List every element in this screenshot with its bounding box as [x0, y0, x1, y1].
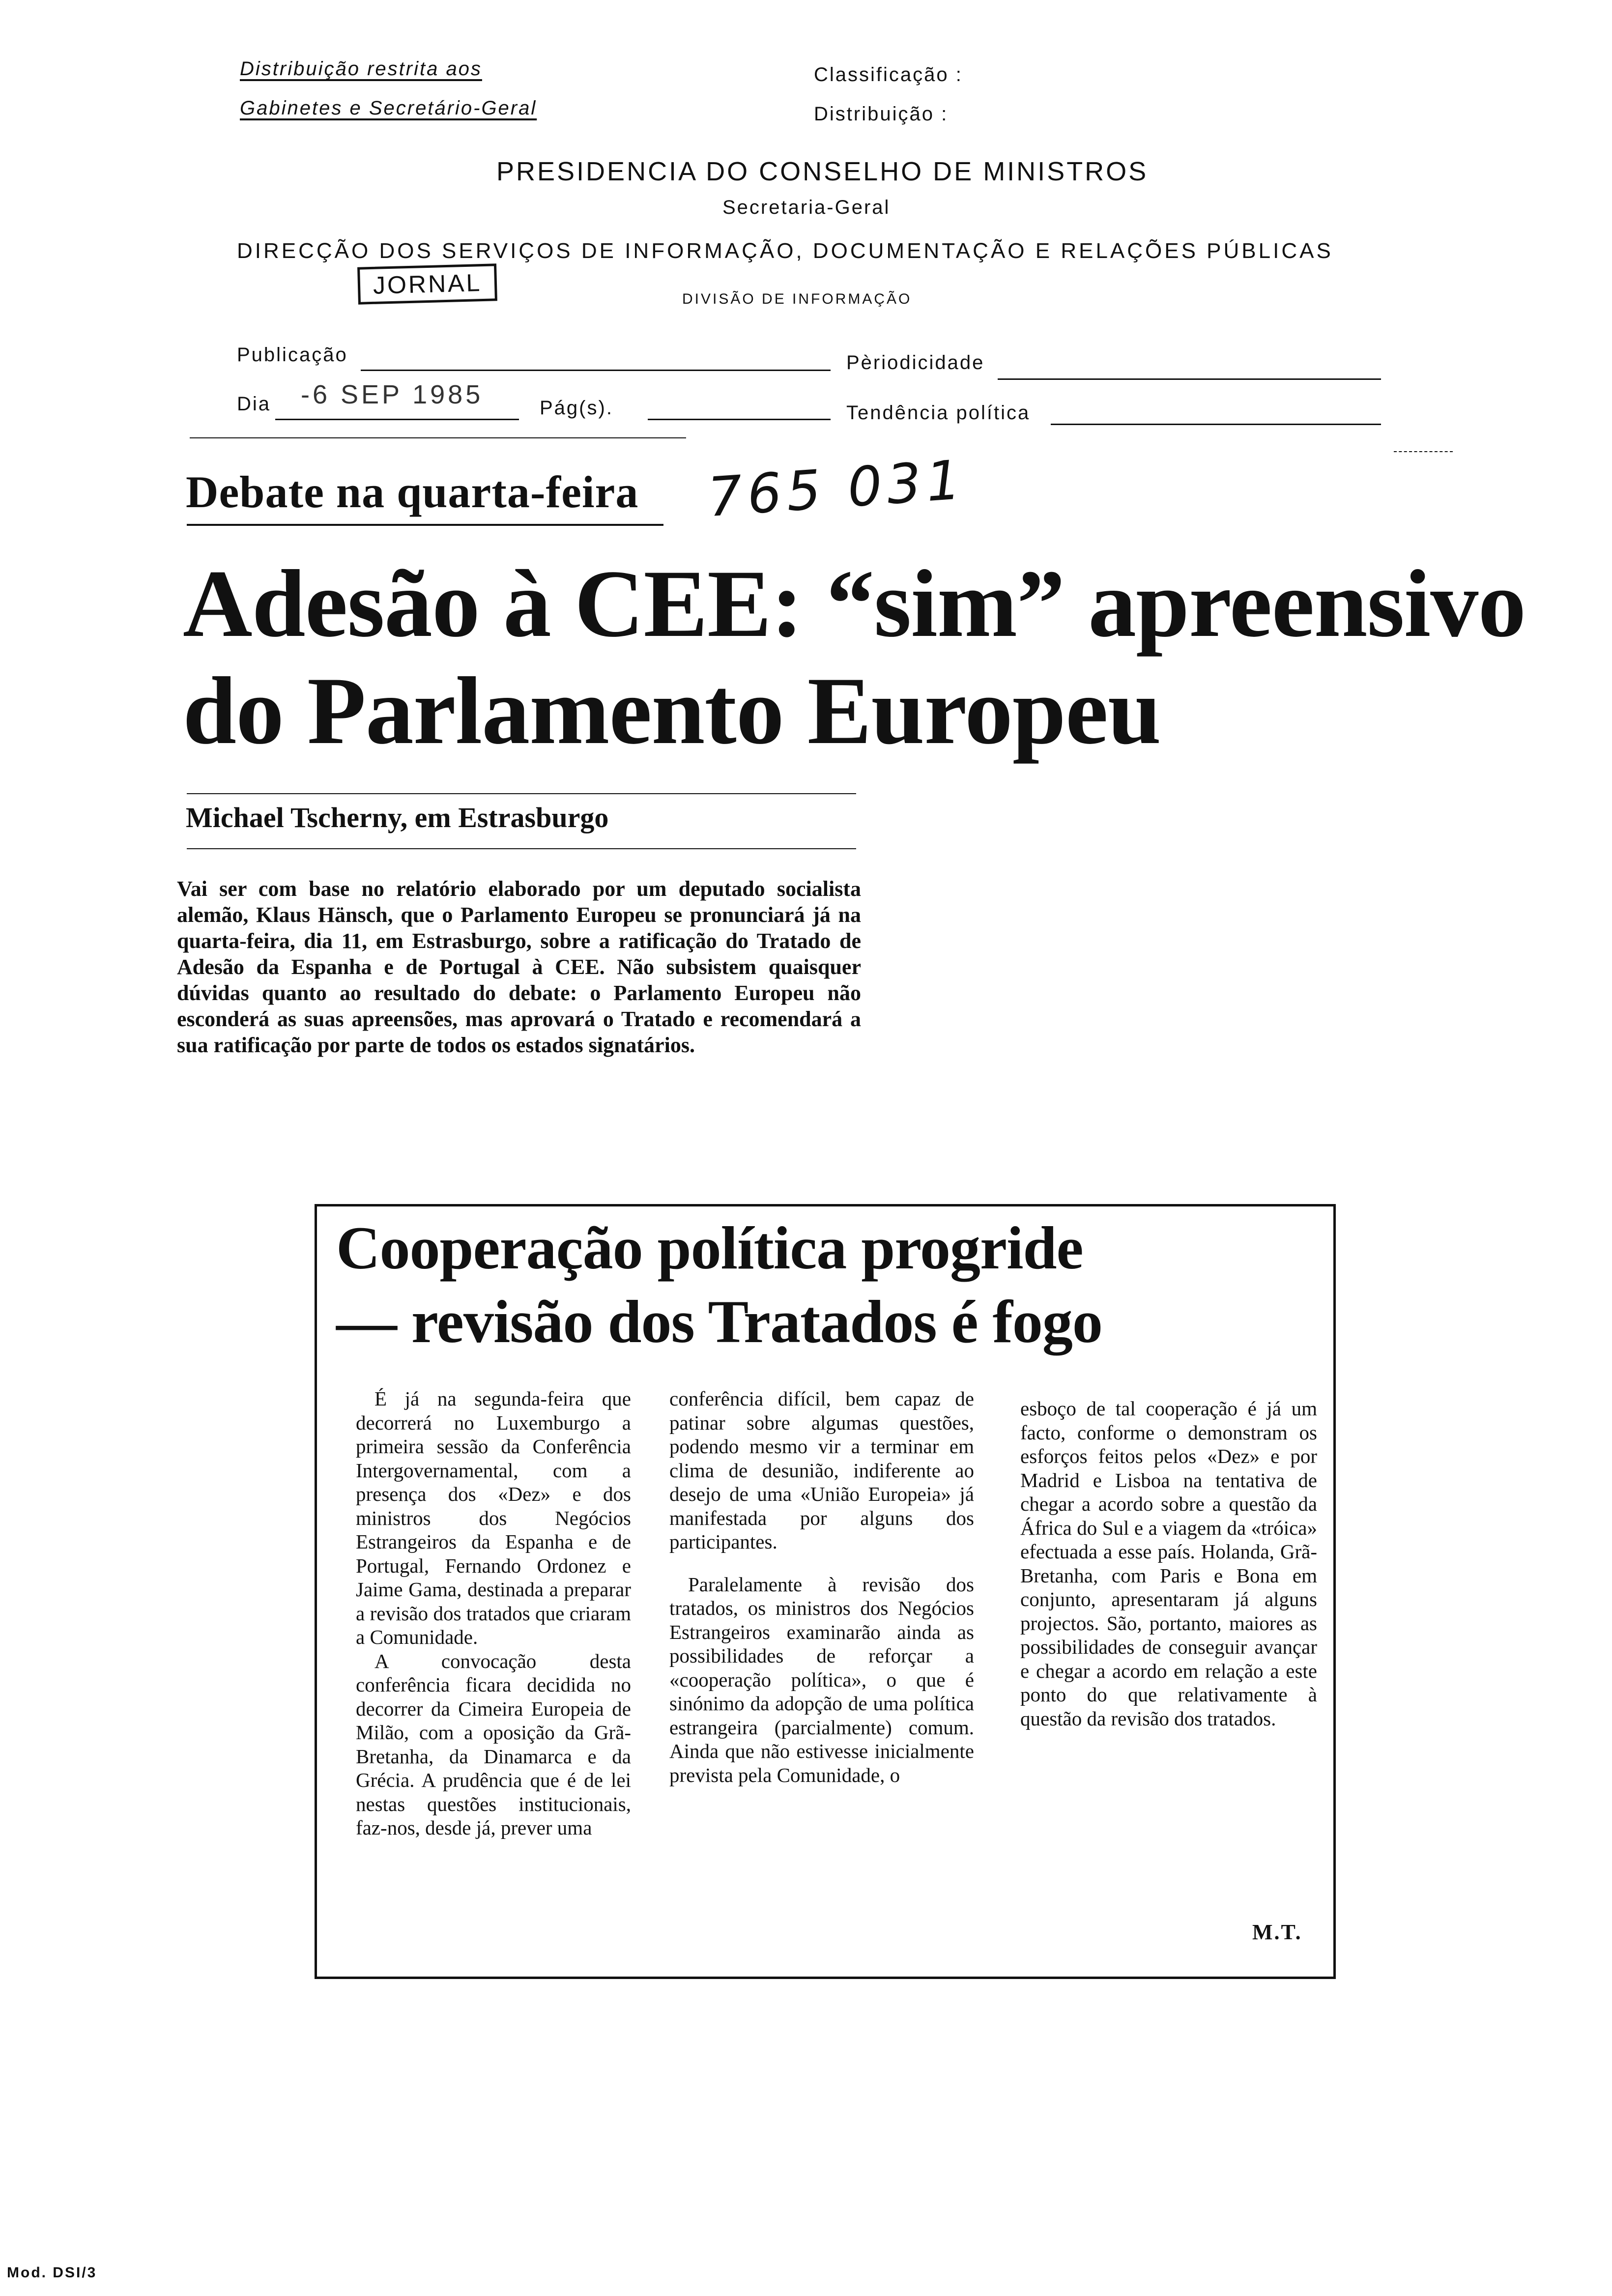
headline-line-1: Adesão à CEE: “sim” apreensivo [183, 550, 1526, 657]
dia-line [275, 419, 519, 420]
periodicidade-label: Pèriodicidade [846, 352, 985, 373]
column-2 [669, 1387, 974, 1787]
publicacao-label: Publicação [237, 344, 348, 366]
header-divider-left [190, 437, 686, 438]
article-kicker: Debate na quarta-feira [186, 467, 639, 517]
headline-line-2: do Parlamento Europeu [183, 658, 1161, 764]
article-box-bottom-rule [315, 1977, 1336, 1979]
form-model-code: Mod. DSI/3 [7, 2265, 97, 2281]
distribution-restricted-line2: Gabinetes e Secretário-Geral [240, 97, 537, 119]
presidencia-title: PRESIDENCIA DO CONSELHO DE MINISTROS [496, 157, 1149, 186]
box-headline-line-2: — revisão dos Tratados é fogo [336, 1288, 1102, 1355]
distribuicao-label: Distribuição : [814, 103, 949, 125]
distribution-restricted-line1: Distribuição restrita aos [240, 58, 482, 80]
jornal-box: JORNAL [357, 263, 497, 304]
column-1-paragraph-2: A convocação desta conferência ficara decidida no decorrer da Cimeira Europeia de Milão, com a oposição da Grã-Bretanha, da Dinamarca e da Grécia. A prudência que é de lei nestas questões institucionais, faz-nos, desde já, prever uma [356, 1649, 631, 1839]
publicacao-line [361, 370, 831, 371]
column-2-paragraph-1: conferência difícil, bem capaz de patinar sobre algumas questões, podendo mesmo vir a terminar em clima de desunião, indiferente ao desejo de uma «União Europeia» já manifestada por alguns dos participantes. [669, 1387, 974, 1553]
article-lead-paragraph: Vai ser com base no relatório elaborado por um deputado socialista alemão, Klaus Hänsch, que o Parlamento Europeu se pronunciará já na quarta-feira, dia 11, em Estrasburgo, sobre a ratificação do Tratado de Adesão da Espanha e de Portugal à CEE. Não subsistem quaisquer dúvidas quanto ao resultado do debate: o Parlamento Europeu não esconderá as suas apreensões, mas aprovará o Tratado e recomendará a sua ratificação por parte de todos os estados signatários. [177, 877, 861, 1057]
pags-line [648, 419, 831, 420]
kicker-underline [187, 524, 663, 526]
direccao-servicos: DIRECÇÃO DOS SERVIÇOS DE INFORMAÇÃO, DOCUMENTAÇÃO E RELAÇÕES PÚBLICAS [237, 239, 1333, 263]
column-3 [1020, 1397, 1317, 1730]
author-signature: M.T. [1252, 1920, 1302, 1944]
header-divider-right [1394, 451, 1453, 452]
byline-rule-top [187, 793, 856, 794]
divisao-informacao: DIVISÃO DE INFORMAÇÃO [682, 291, 912, 307]
tendencia-line [1051, 424, 1381, 425]
secretaria-geral: Secretaria-Geral [722, 197, 891, 218]
dia-label: Dia [237, 393, 271, 415]
byline: Michael Tscherny, em Estrasburgo [186, 802, 609, 833]
column-2-paragraph-2: Paralelamente à revisão dos tratados, os ministros dos Negócios Estrangeiros examinarão ainda as possibilidades de reforçar a «cooperação política», o que é sinónimo da adopção de uma política estrangeira (parcialmente) comum. Ainda que não estivesse inicialmente prevista pela Comunidade, o [669, 1573, 974, 1786]
handwritten-reference-number: 765 031 [706, 448, 968, 529]
periodicidade-line [998, 378, 1381, 380]
pags-label: Pág(s). [540, 397, 613, 419]
classificacao-label: Classificação : [814, 64, 963, 86]
column-1 [356, 1387, 631, 1840]
box-headline-line-1: Cooperação política progride [336, 1214, 1083, 1282]
byline-rule-bottom [187, 848, 856, 849]
column-1-paragraph-1: É já na segunda-feira que decorrerá no Luxemburgo a primeira sessão da Conferência Intergovernamental, com a presença dos «Dez» e dos ministros dos Negócios Estrangeiros da Espanha e de Portugal, Fernando Ordonez e Jaime Gama, destinada a preparar a revisão dos tratados que criaram a Comunidade. [356, 1387, 631, 1648]
tendencia-label: Tendência política [846, 402, 1031, 424]
column-3-paragraph-1: esboço de tal cooperação é já um facto, conforme o demonstram os esforços feitos pelos «Dez» e por Madrid e Lisboa na tentativa de chegar a acordo sobre a questão da África do Sul e a viagem da «tróica» efectuada a esse país. Holanda, Grã-Bretanha, com Paris e Bona em conjunto, apresentaram já alguns projectos. São, portanto, maiores as possibilidades de conseguir avançar e chegar a acordo em relação a este ponto do que relativamente à questão da revisão dos tratados. [1020, 1397, 1317, 1730]
date-stamp: -6 SEP 1985 [301, 380, 484, 409]
